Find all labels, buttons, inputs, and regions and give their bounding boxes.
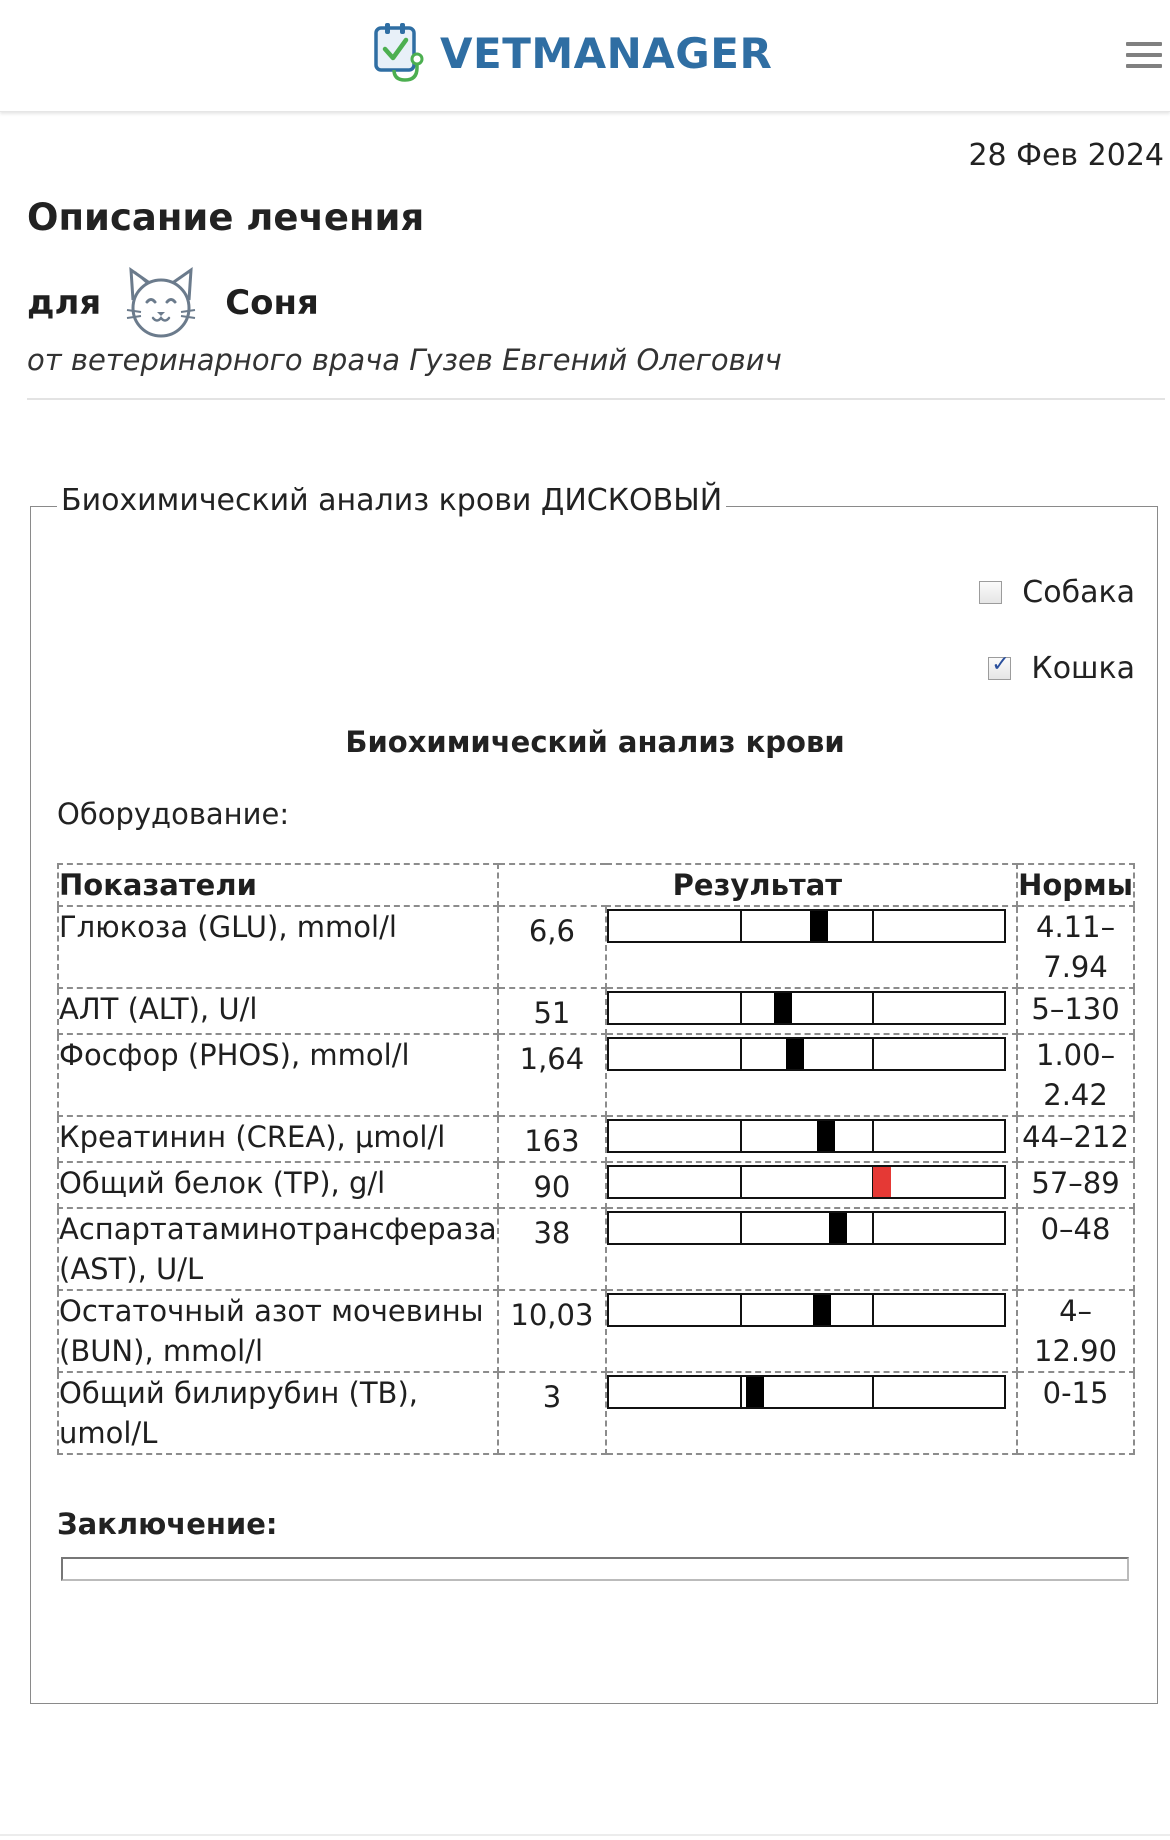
range-bar [607,991,1006,1025]
cat-avatar-icon [123,266,199,340]
page-title: Описание лечения [27,196,425,239]
range-tick [740,1121,742,1151]
range-tick [740,1039,742,1069]
norm-range: 4–12.90 [1017,1290,1134,1372]
range-tick [872,1121,874,1151]
result-marker [817,1121,835,1151]
result-bar-cell [606,1162,1017,1208]
result-bar-cell [606,1208,1017,1290]
table-row [58,1208,1134,1290]
analysis-form [30,483,1158,1704]
result-value: 10,03 [498,1290,607,1372]
results-table [57,863,1135,1455]
norm-range: 57–89 [1017,1162,1134,1208]
section-title: Биохимический анализ крови [345,725,845,759]
range-bar [607,1211,1006,1245]
indicator-name: АЛТ (ALT), U/l [58,988,498,1034]
range-tick [740,1377,742,1407]
table-row [58,906,1134,988]
table-row [58,1034,1134,1116]
table-row [58,1162,1134,1208]
range-tick [740,911,742,941]
norm-range: 4.11–7.94 [1017,906,1134,988]
conclusion-field[interactable] [61,1557,1129,1581]
doctor-line: от ветеринарного врача Гузев Евгений Олегович [27,343,782,377]
result-marker [774,993,792,1023]
range-tick [872,1213,874,1243]
header-indicators: Показатели [58,864,498,906]
result-value: 3 [498,1372,607,1454]
norm-range: 44–212 [1017,1116,1134,1162]
divider [27,398,1165,400]
brand-name: VETMANAGER [440,28,773,78]
table-header-row [58,864,1134,906]
result-marker [786,1039,804,1069]
norm-range: 5–130 [1017,988,1134,1034]
result-value: 51 [498,988,607,1034]
result-value: 6,6 [498,906,607,988]
record-date: 28 Фев 2024 [968,138,1164,173]
range-tick [872,1295,874,1325]
patient-row [27,266,319,340]
range-bar [607,1119,1006,1153]
range-tick [740,993,742,1023]
range-tick [872,993,874,1023]
result-value: 38 [498,1208,607,1290]
indicator-name: Аспартатаминотрансфераза (AST), U/L [58,1208,498,1290]
range-tick [872,1039,874,1069]
table-row [58,1116,1134,1162]
result-bar-cell [606,1372,1017,1454]
result-marker [746,1377,764,1407]
result-marker [829,1213,847,1243]
species-label: Кошка [1031,651,1135,686]
species-dog[interactable] [979,575,1135,610]
range-bar [607,1375,1006,1409]
result-bar-cell [606,906,1017,988]
result-marker [810,911,828,941]
result-bar-cell [606,1116,1017,1162]
indicator-name: Креатинин (CREA), μmol/l [58,1116,498,1162]
result-value: 90 [498,1162,607,1208]
header-result: Результат [498,864,1017,906]
header-norms: Нормы [1017,864,1134,906]
result-bar-cell [606,1034,1017,1116]
hamburger-menu-icon[interactable] [1126,42,1162,68]
range-tick [740,1213,742,1243]
range-bar [607,1165,1006,1199]
result-marker [813,1295,831,1325]
form-legend: Биохимический анализ крови ДИСКОВЫЙ [57,483,726,518]
range-tick [872,911,874,941]
range-bar [607,909,1006,943]
result-value: 1,64 [498,1034,607,1116]
norm-range: 0–48 [1017,1208,1134,1290]
cat-checkbox[interactable] [988,657,1011,680]
result-marker [873,1167,891,1197]
result-bar-cell [606,988,1017,1034]
app-header [0,0,1170,112]
table-row [58,1372,1134,1454]
norm-range: 0-15 [1017,1372,1134,1454]
brand-logo[interactable] [372,20,772,86]
species-cat[interactable] [988,651,1135,686]
result-value: 163 [498,1116,607,1162]
range-tick [740,1167,742,1197]
range-bar [607,1037,1006,1071]
indicator-name: Остаточный азот мочевины (BUN), mmol/l [58,1290,498,1372]
norm-range: 1.00–2.42 [1017,1034,1134,1116]
dog-checkbox[interactable] [979,581,1002,604]
table-row [58,1290,1134,1372]
equipment-label: Оборудование: [57,797,290,831]
table-row [58,988,1134,1034]
indicator-name: Общий белок (TP), g/l [58,1162,498,1208]
range-tick [872,1377,874,1407]
for-label: для [27,283,102,323]
conclusion-label: Заключение: [57,1507,278,1541]
indicator-name: Глюкоза (GLU), mmol/l [58,906,498,988]
footer-divider [0,1834,1170,1836]
indicator-name: Общий билирубин (TB), umol/L [58,1372,498,1454]
species-label: Собака [1022,575,1135,610]
clipboard-stethoscope-icon [372,22,428,84]
result-bar-cell [606,1290,1017,1372]
indicator-name: Фосфор (PHOS), mmol/l [58,1034,498,1116]
range-tick [740,1295,742,1325]
pet-name[interactable]: Соня [225,283,319,323]
range-bar [607,1293,1006,1327]
